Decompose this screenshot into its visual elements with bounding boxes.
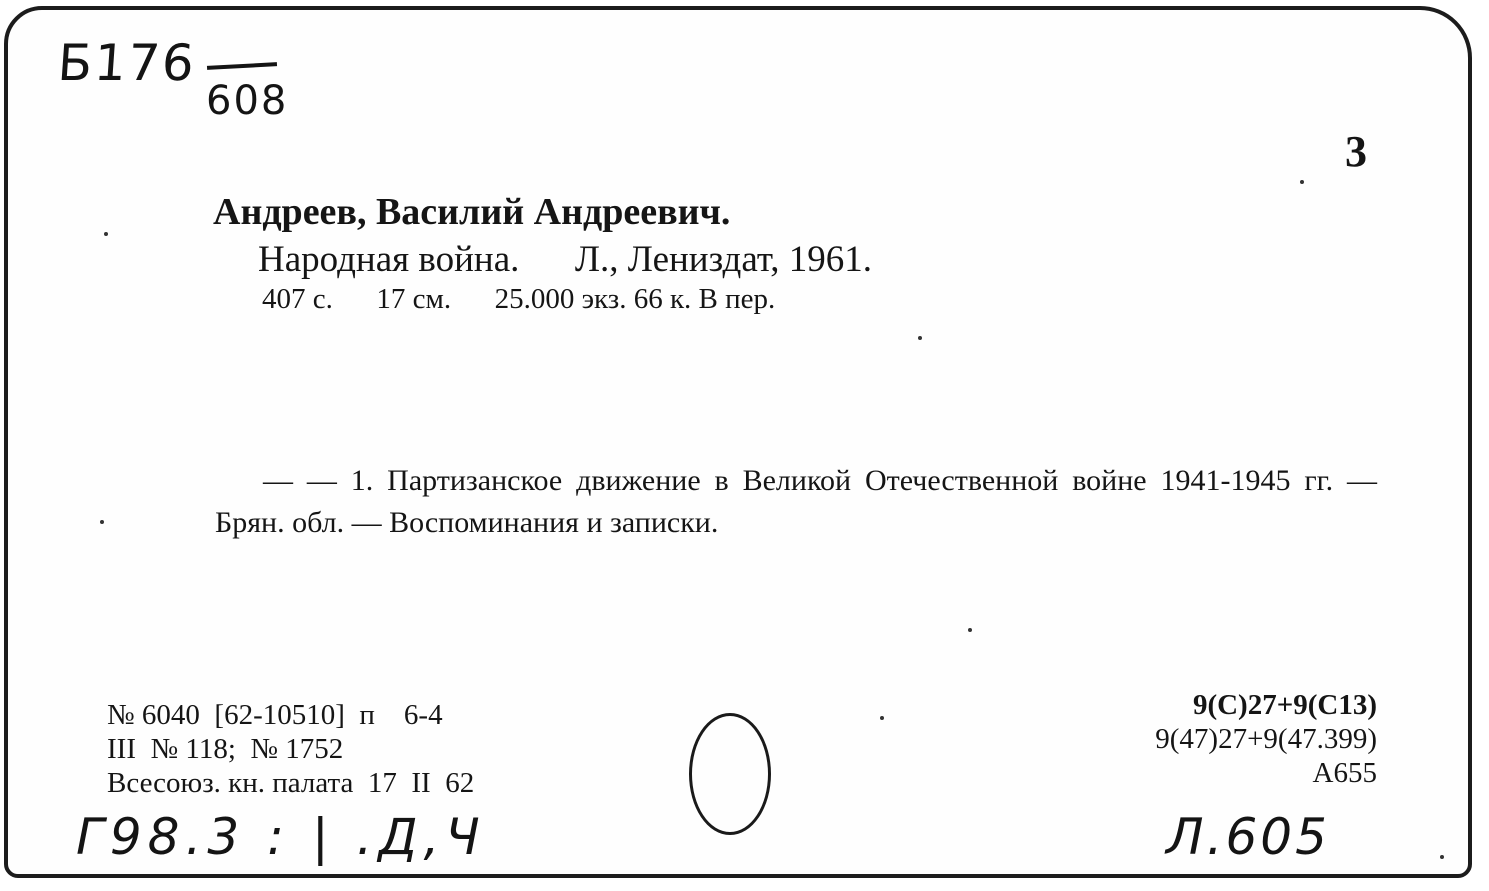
speck bbox=[1440, 855, 1444, 859]
shelfmark-main: Б176 bbox=[55, 34, 198, 92]
physical-description-line: 407 с. 17 см. 25.000 экз. 66 к. В пер. bbox=[262, 283, 776, 315]
classification-line-3: А655 bbox=[1312, 757, 1377, 789]
bibliographic-info bbox=[107, 698, 474, 800]
bibliographic-line-2: III № 118; № 1752 bbox=[107, 733, 344, 765]
shelfmark-sub: 608 bbox=[206, 78, 289, 124]
bibliographic-line-1: № 6040 [62-10510] п 6-4 bbox=[107, 699, 443, 731]
card-number: 3 bbox=[1345, 127, 1367, 176]
classification-line-1: 9(С)27+9(С13) bbox=[1192, 689, 1377, 721]
handwritten-classification: Г98.3 : | .Д,Ч bbox=[76, 808, 486, 866]
bibliographic-line-3: Всесоюз. кн. палата 17 II 62 bbox=[107, 767, 475, 799]
title-imprint-line: Народная война. Л., Лениздат, 1961. bbox=[258, 239, 872, 280]
handwritten-note: Л.605 bbox=[1166, 808, 1330, 866]
speck bbox=[918, 336, 922, 340]
speck bbox=[104, 232, 108, 236]
classification-codes bbox=[1155, 688, 1377, 790]
speck bbox=[880, 716, 884, 720]
speck bbox=[968, 628, 972, 632]
card-punch-hole bbox=[689, 713, 771, 835]
subject-heading: — — 1. Партизанское движение в Великой Отечественной войне 1941-1945 гг. — Брян. обл. — Воспоминания и записки. bbox=[215, 464, 1377, 539]
speck bbox=[1300, 180, 1304, 184]
classification-line-2: 9(47)27+9(47.399) bbox=[1155, 723, 1377, 755]
speck bbox=[100, 520, 104, 524]
author-heading: Андреев, Василий Андреевич. bbox=[213, 191, 731, 233]
